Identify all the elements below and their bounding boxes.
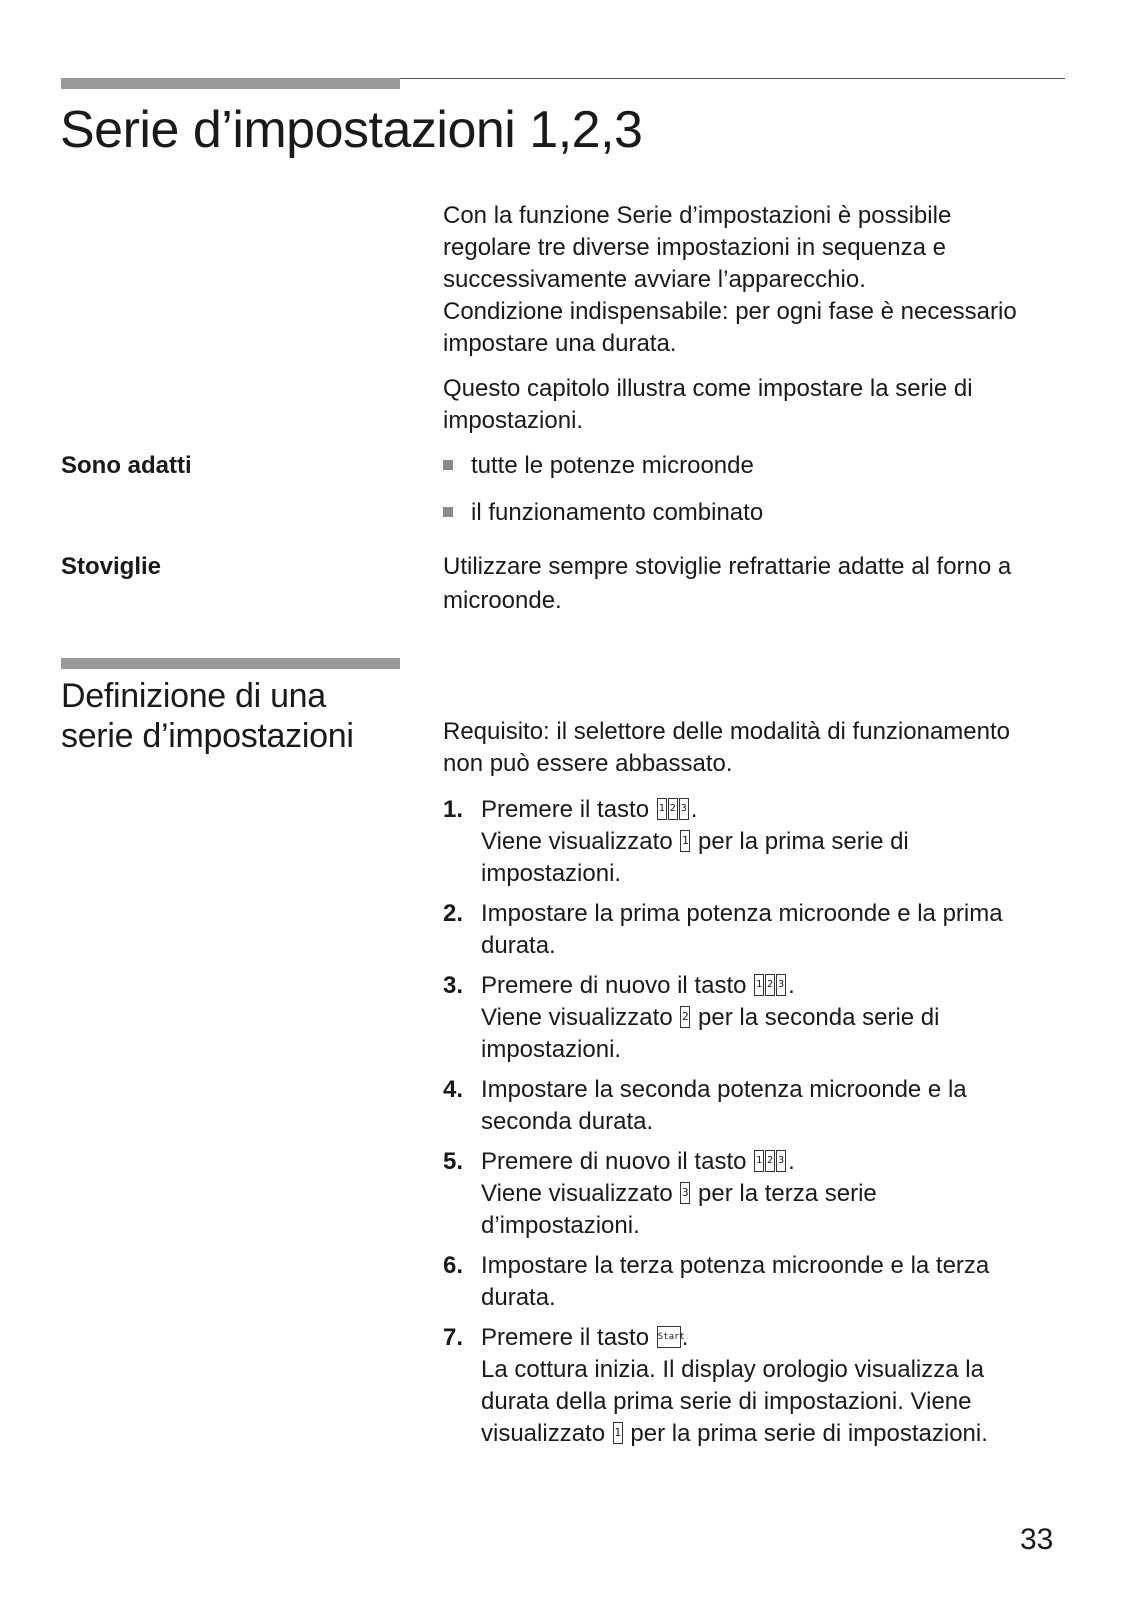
section-heading: Definizione di una serie d’impostazioni	[61, 677, 354, 755]
display-digit-icon: 2	[680, 1006, 690, 1028]
section-rule-thick	[61, 658, 400, 669]
bullet-square-icon	[443, 507, 453, 517]
step-item: 2. Impostare la prima potenza microonde e la prima durata.	[443, 900, 1003, 959]
display-digit-icon: 1	[680, 830, 690, 852]
step-item: 4. Impostare la seconda potenza microonde e la seconda durata.	[443, 1076, 967, 1135]
dishes-label: Stoviglie	[61, 553, 162, 580]
steps-list	[443, 794, 1073, 1458]
page-number: 33	[1020, 1523, 1054, 1556]
page-title: Serie d’impostazioni 1,2,3	[60, 101, 643, 159]
display-digit-icon: 3	[680, 1182, 690, 1204]
display-digit-icon: 1	[613, 1422, 623, 1444]
top-rule-thick	[61, 78, 400, 89]
suitable-item-1: tutte le potenze microonde	[443, 450, 754, 482]
start-key-icon: Start	[657, 1326, 681, 1348]
series-key-icon: 1 2 3	[657, 798, 690, 820]
step-item: 3. Premere di nuovo il tasto 1 2 3 . Viene visualizzato 2 per la seconda serie di impostazioni.	[443, 972, 940, 1063]
intro-paragraph-2: Questo capitolo illustra come impostare la serie di impostazioni.	[443, 375, 973, 434]
step-item: 5. Premere di nuovo il tasto 1 2 3 . Viene visualizzato 3 per la terza serie d’impostazioni.	[443, 1148, 877, 1239]
suitable-label: Sono adatti	[61, 452, 192, 479]
step-item: 7. Premere il tasto Start. La cottura inizia. Il display orologio visualizza la durata della prima serie di impostazioni. Viene visualizzato 1 per la prima serie di impostazioni.	[443, 1324, 988, 1447]
step-item: 6. Impostare la terza potenza microonde e la terza durata.	[443, 1252, 990, 1311]
step-item: 1. Premere il tasto 1 2 3 . Viene visualizzato 1 per la prima serie di impostazioni.	[443, 796, 909, 887]
series-key-icon: 1 2 3	[754, 1150, 787, 1172]
suitable-item-2: il funzionamento combinato	[443, 497, 763, 529]
series-key-icon: 1 2 3	[754, 974, 787, 996]
dishes-text: Utilizzare sempre stoviglie refrattarie adatte al forno a microonde.	[443, 553, 1012, 614]
bullet-square-icon	[443, 460, 453, 470]
intro-paragraph-1: Con la funzione Serie d’impostazioni è possibile regolare tre diverse impostazioni in sequenza e successivamente avviare l’apparecchio. Condizione indispensabile: per ogni fase è necessario impostare una durata.	[443, 202, 1017, 357]
requirement-text: Requisito: il selettore delle modalità di funzionamento non può essere abbassato.	[443, 718, 1010, 777]
